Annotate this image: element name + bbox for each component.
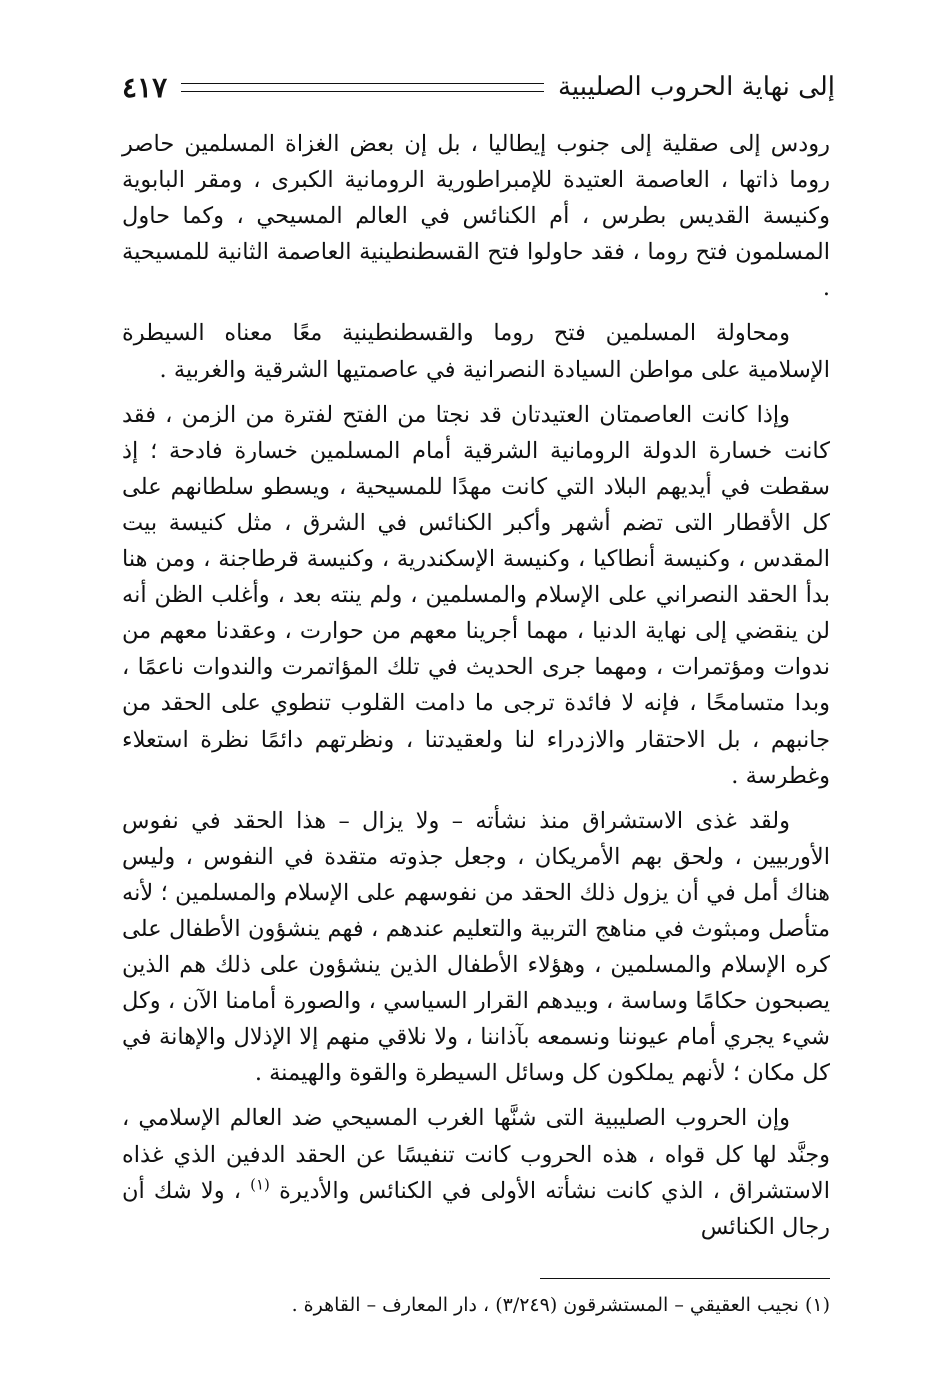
paragraph: ولقد غذى الاستشراق منذ نشأته – ولا يزال – هذا الحقد في نفوس الأوربيين ، ولحق بهم الأمريكان ، وجعل جذوته متقدة في النفوس ، وليس هناك أمل في أن يزول ذلك الحقد من نفوسهم على الإسلام والمسلمين ؛ لأنه متأصل ومبثوث في مناهج التربية والتعليم عندهم ، فهم ينشؤون الأطفال على كره الإسلام والمسلمين ، وهؤلاء الأطفال الذين ينشؤون على ذلك هم الذين يصبحون حكامًا وساسة ، وبيدهم القرار السياسي ، والصورة أمامنا الآن ، وكل شيء يجري أمام عيوننا ونسمعه بآذاننا ، ولا نلاقي منهم إلا الإذلال والإهانة في كل مكان ؛ لأنهم يملكون كل وسائل السيطرة والقوة والهيمنة .	[122, 807, 830, 1087]
paragraph: رودس إلى صقلية إلى جنوب إيطاليا ، بل إن بعض الغزاة المسلمين حاصر روما ذاتها ، العاصمة العتيدة للإمبراطورية الرومانية الكبرى ، ومقر البابوية وكنيسة القديس بطرس ، أم الكنائس في العالم المسيحي ، وكما حاول المسلمون فتح روما ، فقد حاولوا فتح القسطنطينية العاصمة الثانية للمسيحية .	[122, 131, 830, 302]
paragraph: ومحاولة المسلمين فتح روما والقسطنطينية معًا معناه السيطرة الإسلامية على مواطن السيادة النصرانية في عاصمتيها الشرقية والغربية .	[122, 320, 830, 383]
running-title: إلى نهاية الحروب الصليبية	[557, 72, 835, 102]
paragraph-text-continued: ، ولا شك أن رجال الكنائس	[122, 1177, 830, 1240]
paragraph-text: وإن الحروب الصليبية التى شنَّها الغرب المسيحي ضد العالم الإسلامي ، وجنَّد لها كل قواه ، هذه الحروب كانت تنفيسًا عن الحقد الدفين الذي غذاه الاستشراق ، الذي كانت نشأته الأولى في الكنائس والأديرة	[122, 1105, 830, 1204]
body-text	[122, 126, 830, 1254]
footnote-reference: (١)	[250, 1175, 270, 1194]
page-header	[122, 62, 835, 112]
footnote-separator	[540, 1278, 830, 1279]
paragraph: وإذا كانت العاصمتان العتيدتان قد نجتا من الفتح لفترة من الزمن ، فقد كانت خسارة الدولة الرومانية الشرقية أمام المسلمين خسارة فادحة ؛ إذ سقطت في أيديهم البلاد التي كانت مهدًا للمسيحية ، ويسطو سلطانهم على كل الأقطار التى تضم أشهر وأكبر الكنائس في الشرق ، مثل كنيسة بيت المقدس ، وكنيسة أنطاكيا ، وكنيسة الإسكندرية ، وكنيسة قرطاجنة ، ومن هنا بدأ الحقد النصراني على الإسلام والمسلمين ، ولم ينته بعد ، وأغلب الظن أنه لن ينقضي إلى نهاية الدنيا ، مهما أجرينا معهم من حوارت ، وعقدنا معهم من ندوات ومؤتمرات ، ومهما جرى الحديث في تلك المؤاتمرت والندوات ناعمًا ، وبدا متسامحًا ، فإنه لا فائدة ترجى ما دامت القلوب تنطوي على الحقد من جانبهم ، بل الاحتقار والازدراء لنا ولعقيدتنا ، ونظرتهم دائمًا نظرة استعلاء وغطرسة .	[122, 401, 830, 789]
header-double-rule	[181, 83, 544, 92]
footnote: (١) نجيب العقيقي – المستشرقون (٣/٢٤٩) ، دار المعارف – القاهرة .	[291, 1294, 830, 1316]
paragraph-last	[122, 1100, 830, 1244]
page-number: ٤١٧	[122, 70, 168, 104]
